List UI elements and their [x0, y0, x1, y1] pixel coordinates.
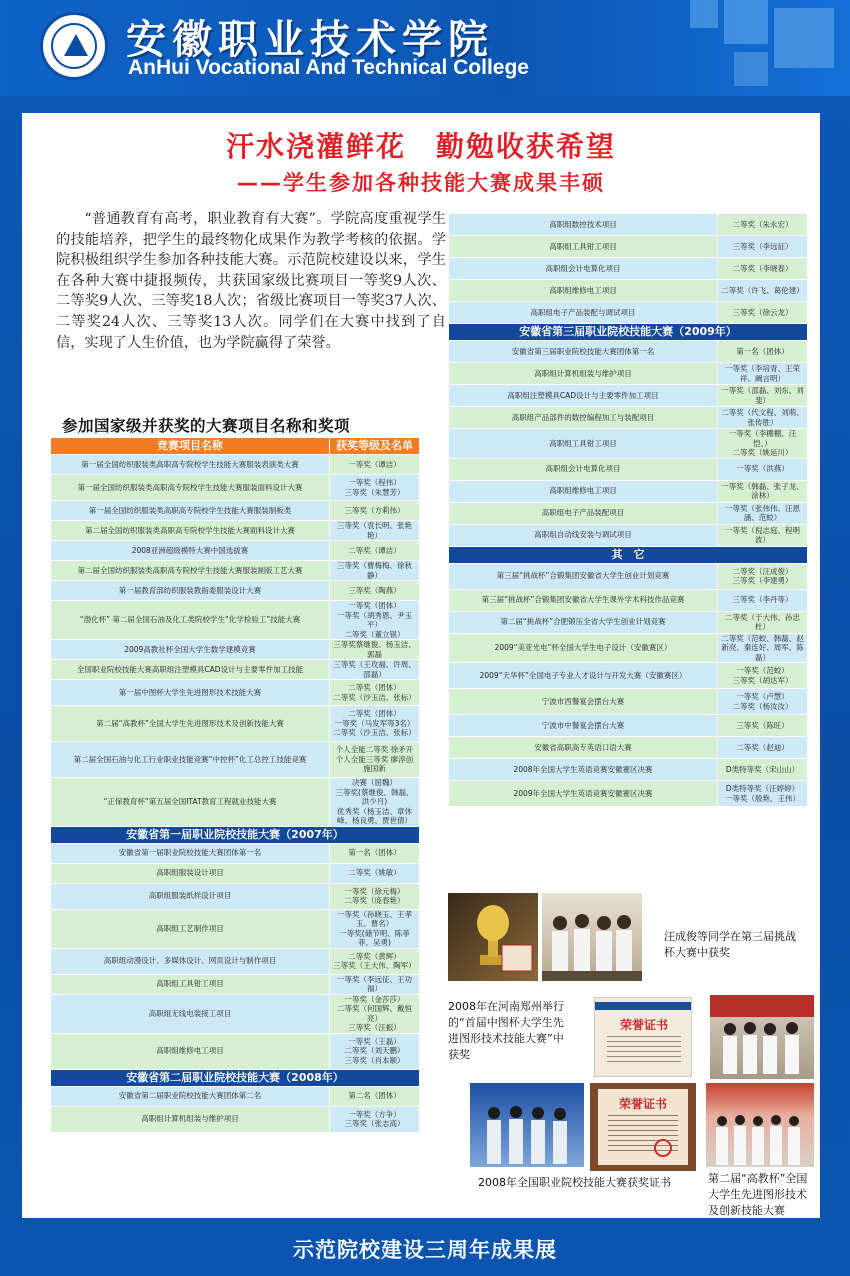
competition-name: “正保教育杯”第五届全国ITAT教育工程就业技能大赛 [51, 778, 330, 827]
photo-group-challenge [542, 893, 642, 981]
award-result: 二等奖（黄辉） 三等奖（王大伟、陶军） [330, 948, 420, 974]
competition-name: 第三届“挑战杯”合锻集团安徽省大学生课外学术科技作品竞赛 [449, 589, 718, 611]
award-result: 三等奖（陈旺） [718, 715, 808, 737]
table-row [449, 502, 808, 524]
section-title: 安徽省第一届职业院校技能大赛（2007年） [51, 826, 420, 843]
award-result: 一等奖（邵磊、刘东、刘斐） [718, 385, 808, 407]
table-row [51, 521, 420, 541]
competition-name: 第一届全国纺织服装类高职高专院校学生技能大赛服装表演类大赛 [51, 455, 330, 475]
table-row [51, 475, 420, 501]
competition-name: 2009高教社杯全国大学生数学建模竞赛 [51, 640, 330, 660]
table-row [51, 541, 420, 561]
photo-area [448, 893, 818, 1217]
award-result: 二等奖（团体） 二等奖（沙玉洁、张标） [330, 680, 420, 706]
award-result: 一等奖（张伟伟、汪恩涵、范蛟） [718, 502, 808, 524]
cert-paper [598, 1089, 688, 1165]
photo-certificate-1 [594, 997, 692, 1077]
section-header-row [51, 1069, 420, 1086]
table-row [449, 781, 808, 807]
section-header-row [449, 546, 808, 563]
table-row [51, 1033, 420, 1069]
award-result: 二等奖（朱永宏） [718, 214, 808, 236]
photo-group-zhongtu [710, 995, 814, 1079]
college-name-en: AnHui Vocational And Technical College [128, 56, 529, 79]
award-result: D类特等奖（汪婷婷） 一等奖（殷艳、王伟） [718, 781, 808, 807]
award-result: 一等奖（金莎莎） 二等奖（何国辉、戴恒亮） 三等奖（汪振） [330, 994, 420, 1033]
cert-band [595, 1002, 692, 1010]
section-header-row [449, 324, 808, 341]
award-result: 一等奖（李棚棚、汪恺、） 二等奖（姚延川） [718, 429, 808, 459]
award-result: 一等奖（徐元梅） 二等奖（庞春艳） [330, 883, 420, 909]
content-panel [22, 113, 820, 1218]
competition-name: 高职组动漫设计、多媒体设计、网页设计与制作项目 [51, 948, 330, 974]
table-row [51, 742, 420, 778]
people-icon [710, 995, 814, 1079]
award-result: 三等奖（方莉伟） [330, 501, 420, 521]
table-row [449, 341, 808, 363]
table-row [51, 561, 420, 581]
people-icon [706, 1083, 814, 1167]
competition-name: 宁波市中餐宴会摆台大赛 [449, 715, 718, 737]
caption-certificate: 2008年全国职业院校技能大赛获奖证书 [478, 1176, 671, 1189]
table-row [449, 633, 808, 663]
table-title: 参加国家级并获奖的大赛项目名称和奖项 [62, 417, 351, 435]
competition-name: 2009“天华杯”全国电子专业人才设计与开发大赛（安徽赛区） [449, 663, 718, 689]
award-result: 第一名（团体） [330, 843, 420, 863]
table-row [449, 759, 808, 781]
table-row [449, 280, 808, 302]
award-result: 三等奖（袁长明、张艳艳） [330, 521, 420, 541]
competition-name: 高职组工具钳工项目 [449, 236, 718, 258]
table-row [51, 1106, 420, 1132]
photo-group-gaojiao [706, 1083, 814, 1167]
main-title: 汗水浇灌鲜花 勤勉收获希望 [225, 130, 616, 163]
table-row [449, 407, 808, 429]
award-result: 一等奖（李远征、王功福） [330, 974, 420, 994]
section-header-row [51, 826, 420, 843]
award-result: 二等奖（于大伟、孙忠杜） [718, 611, 808, 633]
table-row [449, 236, 808, 258]
table-row [449, 480, 808, 502]
footer-bar [0, 1224, 850, 1276]
award-result: 个人全能二等奖 徐矛开 个人全能三等奖 廖淳创 施国新 [330, 742, 420, 778]
competition-name: 第一届教育部纺织服装教指委服装设计大赛 [51, 581, 330, 601]
competition-name: 高职组维修电工项目 [449, 280, 718, 302]
award-result: 一等奖（谭洁） [330, 455, 420, 475]
seal-icon [654, 1139, 672, 1157]
competition-name: 高职组工具钳工项目 [449, 429, 718, 459]
competition-name: 高职组会计电算化项目 [449, 458, 718, 480]
competition-name: 高职组无线电装接工项目 [51, 994, 330, 1033]
competition-name: 高职组工具钳工项目 [51, 974, 330, 994]
caption-zhongtu: 2008年在河南郑州举行的“首届中图杯大学生先进图形技术技能大赛”中获奖 [448, 1000, 564, 1061]
cert-text-lines [607, 1036, 681, 1064]
award-result: 三等奖（王攻福、许周、邵磊） [330, 660, 420, 680]
awards-table-left [50, 437, 420, 1133]
award-result: 一等奖（孙晓玉、王孝玉、曹名） 一等奖(储节明、陈菲菲、吴勇) [330, 909, 420, 948]
table-row [449, 611, 808, 633]
award-result: 二等奖（团体） 一等奖（马发军等3名） 二等奖（沙玉洁、张标） [330, 706, 420, 742]
table-row [449, 737, 808, 759]
competition-name: 第一届中图杯大学生先进图形技术技能大赛 [51, 680, 330, 706]
competition-name: 2009年全国大学生英语竞赛安徽赛区决赛 [449, 781, 718, 807]
table-row [51, 455, 420, 475]
award-result: 二等奖（范蛟、韩磊、赵新亮、秦连好、周军、陈磊） [718, 633, 808, 663]
table-row [449, 458, 808, 480]
table-row [449, 385, 808, 407]
award-result: 一等奖（方争） 三等奖（张志高） [330, 1106, 420, 1132]
competition-name: 高职组电子产品装配与调试项目 [449, 302, 718, 324]
table-row [51, 883, 420, 909]
competition-name: 2008亚洲超级模特大赛中国选拔赛 [51, 541, 330, 561]
award-result: 二等奖（汪成俊） 三等奖（李建勇） [718, 563, 808, 589]
table-row [51, 974, 420, 994]
table-row [51, 660, 420, 680]
table-row [449, 302, 808, 324]
award-result: 三等奖（曹梅梅、徐秋静） [330, 561, 420, 581]
table-row [449, 563, 808, 589]
section-title: 安徽省第三届职业院校技能大赛（2009年） [449, 324, 808, 341]
column-header-name: 竞赛项目名称 [51, 438, 330, 455]
section-title: 其 它 [449, 546, 808, 563]
caption-challenge: 汪成俊等同学在第三届挑战杯大赛中获奖 [664, 930, 796, 959]
table-header-row [51, 438, 420, 455]
award-result: 二等奖（姚敏） [330, 863, 420, 883]
table-row [449, 663, 808, 689]
table-row [51, 778, 420, 827]
competition-name: 第二届全国石油与化工行业职业技能竞赛“中控杯”化工总控工技能竞赛 [51, 742, 330, 778]
award-result: 一等奖（王磊） 二等奖（刘天鹏） 三等奖（肖本顺） [330, 1033, 420, 1069]
competition-name: 高职组会计电算化项目 [449, 258, 718, 280]
award-result: 一等奖（卢慧） 二等奖（杨汝汝） [718, 689, 808, 715]
competition-name: 第一届全国纺织服装类高职高专院校学生技能大赛服装面料设计大赛 [51, 475, 330, 501]
award-result: 三等奖（李丹等） [718, 589, 808, 611]
competition-name: 安徽省第一届职业院校技能大赛团体第一名 [51, 843, 330, 863]
competition-name: 高职组计算机组装与维护项目 [449, 363, 718, 385]
competition-name: 高职组自动线安装与调试项目 [449, 524, 718, 546]
table-row [51, 863, 420, 883]
competition-name: 2008年全国大学生英语竞赛安徽赛区决赛 [449, 759, 718, 781]
table-row [51, 601, 420, 640]
photo-group-cad [470, 1083, 584, 1167]
competition-name: 高职组产品部件的数控编程加工与装配项目 [449, 407, 718, 429]
competition-name: 高职组维修电工项目 [449, 480, 718, 502]
logo-ring [51, 23, 97, 69]
decor-square [690, 0, 718, 28]
competition-name: 高职组电子产品装配项目 [449, 502, 718, 524]
header-bar [0, 0, 850, 96]
award-result: 一等奖（程伟） 三等奖（朱慧芳） [330, 475, 420, 501]
award-result: 三等奖（李远征） [718, 236, 808, 258]
competition-name: 安徽省第三届职业院校技能大赛团体第一名 [449, 341, 718, 363]
competition-name: 高职组数控技术项目 [449, 214, 718, 236]
section-title: 安徽省第二届职业院校技能大赛（2008年） [51, 1069, 420, 1086]
competition-name: 第一届全国纺织服装类高职高专院校学生技能大赛服装制板类 [51, 501, 330, 521]
decor-square [774, 8, 834, 68]
table-row [449, 715, 808, 737]
award-result: 一等奖（韩磊、张子龙、涂林） [718, 480, 808, 502]
award-result: 三等奖蔡继俊、杨玉洁、郭磊 [330, 640, 420, 660]
trophy-icon [448, 893, 538, 981]
table-row [449, 214, 808, 236]
award-result: 二等奖（李晓春） [718, 258, 808, 280]
awards-table-right [448, 213, 808, 807]
award-result: 一等奖（倪志庭、程明波） [718, 524, 808, 546]
cert-title: 荣誉证书 [619, 1018, 668, 1032]
table-row [449, 258, 808, 280]
award-result: 二等奖（代文程、刘萌、张传胜） [718, 407, 808, 429]
table-row [449, 363, 808, 385]
competition-name: “渤化杯” 第二届全国石油及化工类院校学生“化学检验工”技能大赛 [51, 601, 330, 640]
award-result: D类特等奖（宋山山） [718, 759, 808, 781]
college-logo [40, 12, 108, 80]
table-row [449, 589, 808, 611]
competition-name: 高职组计算机组装与维护项目 [51, 1106, 330, 1132]
award-result: 决赛（屈魏） 三等奖(蔡继俊、韩磊、洪少月) 优秀奖（杨玉洁、章休峰、杨良勇、贾世倩） [330, 778, 420, 827]
competition-name: 2009“美亚光电”杯全国大学生电子设计（安徽赛区） [449, 633, 718, 663]
table-row [51, 680, 420, 706]
table-row [51, 706, 420, 742]
competition-name: 全国职业院校技能大赛高职组注塑模具CAD设计与主要零件加工技能 [51, 660, 330, 680]
award-result: 一等奖（团体） 一等奖（胡秀恩、尹玉平） 二等奖（董立银） [330, 601, 420, 640]
table-row [449, 429, 808, 459]
footer-title: 示范院校建设三周年成果展 [293, 1238, 557, 1262]
competition-name: 第二届全国纺织服装类高职高专院校学生技能大赛服装制版工艺大赛 [51, 561, 330, 581]
competition-name: 第二届“高教杯”全国大学生先进图形技术及创新技能大赛 [51, 706, 330, 742]
people-icon [470, 1083, 584, 1167]
logo-triangle-icon [64, 34, 88, 56]
award-result: 三等奖（陶燕） [330, 581, 420, 601]
table-row [51, 843, 420, 863]
table-row [51, 909, 420, 948]
photo-trophy [448, 893, 538, 981]
award-result: 第二名（团体） [330, 1086, 420, 1106]
competition-name: 宁波市西餐宴会摆台大赛 [449, 689, 718, 715]
competition-name: 第二届全国纺织服装类高职高专院校学生技能大赛面料设计大赛 [51, 521, 330, 541]
table-row [51, 1086, 420, 1106]
competition-name: 高职组服装纸样设计项目 [51, 883, 330, 909]
award-result: 第一名（团体） [718, 341, 808, 363]
decor-square [734, 52, 768, 86]
table-row [51, 948, 420, 974]
competition-name: 高职组维修电工项目 [51, 1033, 330, 1069]
cert-title: 荣誉证书 [618, 1097, 667, 1111]
competition-name: 高职组服装设计项目 [51, 863, 330, 883]
sub-title: ——学生参加各种技能大赛成果丰硕 [237, 171, 605, 195]
college-name-cn: 安徽职业技术学院 [126, 16, 494, 63]
award-result: 二等奖（许飞、葛伦建） [718, 280, 808, 302]
competition-name: 高职组工艺制作项目 [51, 909, 330, 948]
competition-name: 安徽省高职高专英语口语大赛 [449, 737, 718, 759]
table-row [51, 994, 420, 1033]
award-result: 二等奖（赵迪） [718, 737, 808, 759]
award-result: 一等奖（李培青、王荣祥、阚言明） [718, 363, 808, 385]
award-result: 一等奖（范蛟） 三等奖（胡达军） [718, 663, 808, 689]
award-result: 一等奖（洪燕） [718, 458, 808, 480]
table-row [449, 689, 808, 715]
table-row [449, 524, 808, 546]
column-header-award: 获奖等级及名单 [330, 438, 420, 455]
caption-gaojiao: 第二届“高教杯”全国大学生先进图形技术及创新技能大赛 [708, 1172, 808, 1217]
decor-square [724, 0, 768, 44]
competition-name: 高职组注塑模具CAD设计与主要零件加工项目 [449, 385, 718, 407]
competition-name: 第二届“挑战杯”合肥锻压全省大学生创业计划竞赛 [449, 611, 718, 633]
award-result: 二等奖（谭洁） [330, 541, 420, 561]
competition-name: 安徽省第二届职业院校技能大赛团体第二名 [51, 1086, 330, 1106]
photo-certificate-2 [590, 1083, 696, 1171]
people-icon [542, 893, 642, 981]
award-result: 三等奖（徐云龙） [718, 302, 808, 324]
table-row [51, 581, 420, 601]
table-row [51, 640, 420, 660]
competition-name: 第三届“挑战杯”合锻集团安徽省大学生创业计划竞赛 [449, 563, 718, 589]
intro-paragraph: “普通教育有高考，职业教育有大赛”。学院高度重视学生的技能培养，把学生的最终物化成果作为教学考核的依据。学院积极组织学生参加各种技能大赛。示范院校建设以来，学生在各种大赛中捷报频传，共获国家级比赛项目一等奖9人次、二等奖9人次、三等奖18人次；省级比赛项目一等奖37人次、二等奖24人次、三等奖13人次。同学们在大赛中找到了自信，实现了人生价值，也为学院赢得了荣誉。 [56, 211, 446, 351]
table-row [51, 501, 420, 521]
